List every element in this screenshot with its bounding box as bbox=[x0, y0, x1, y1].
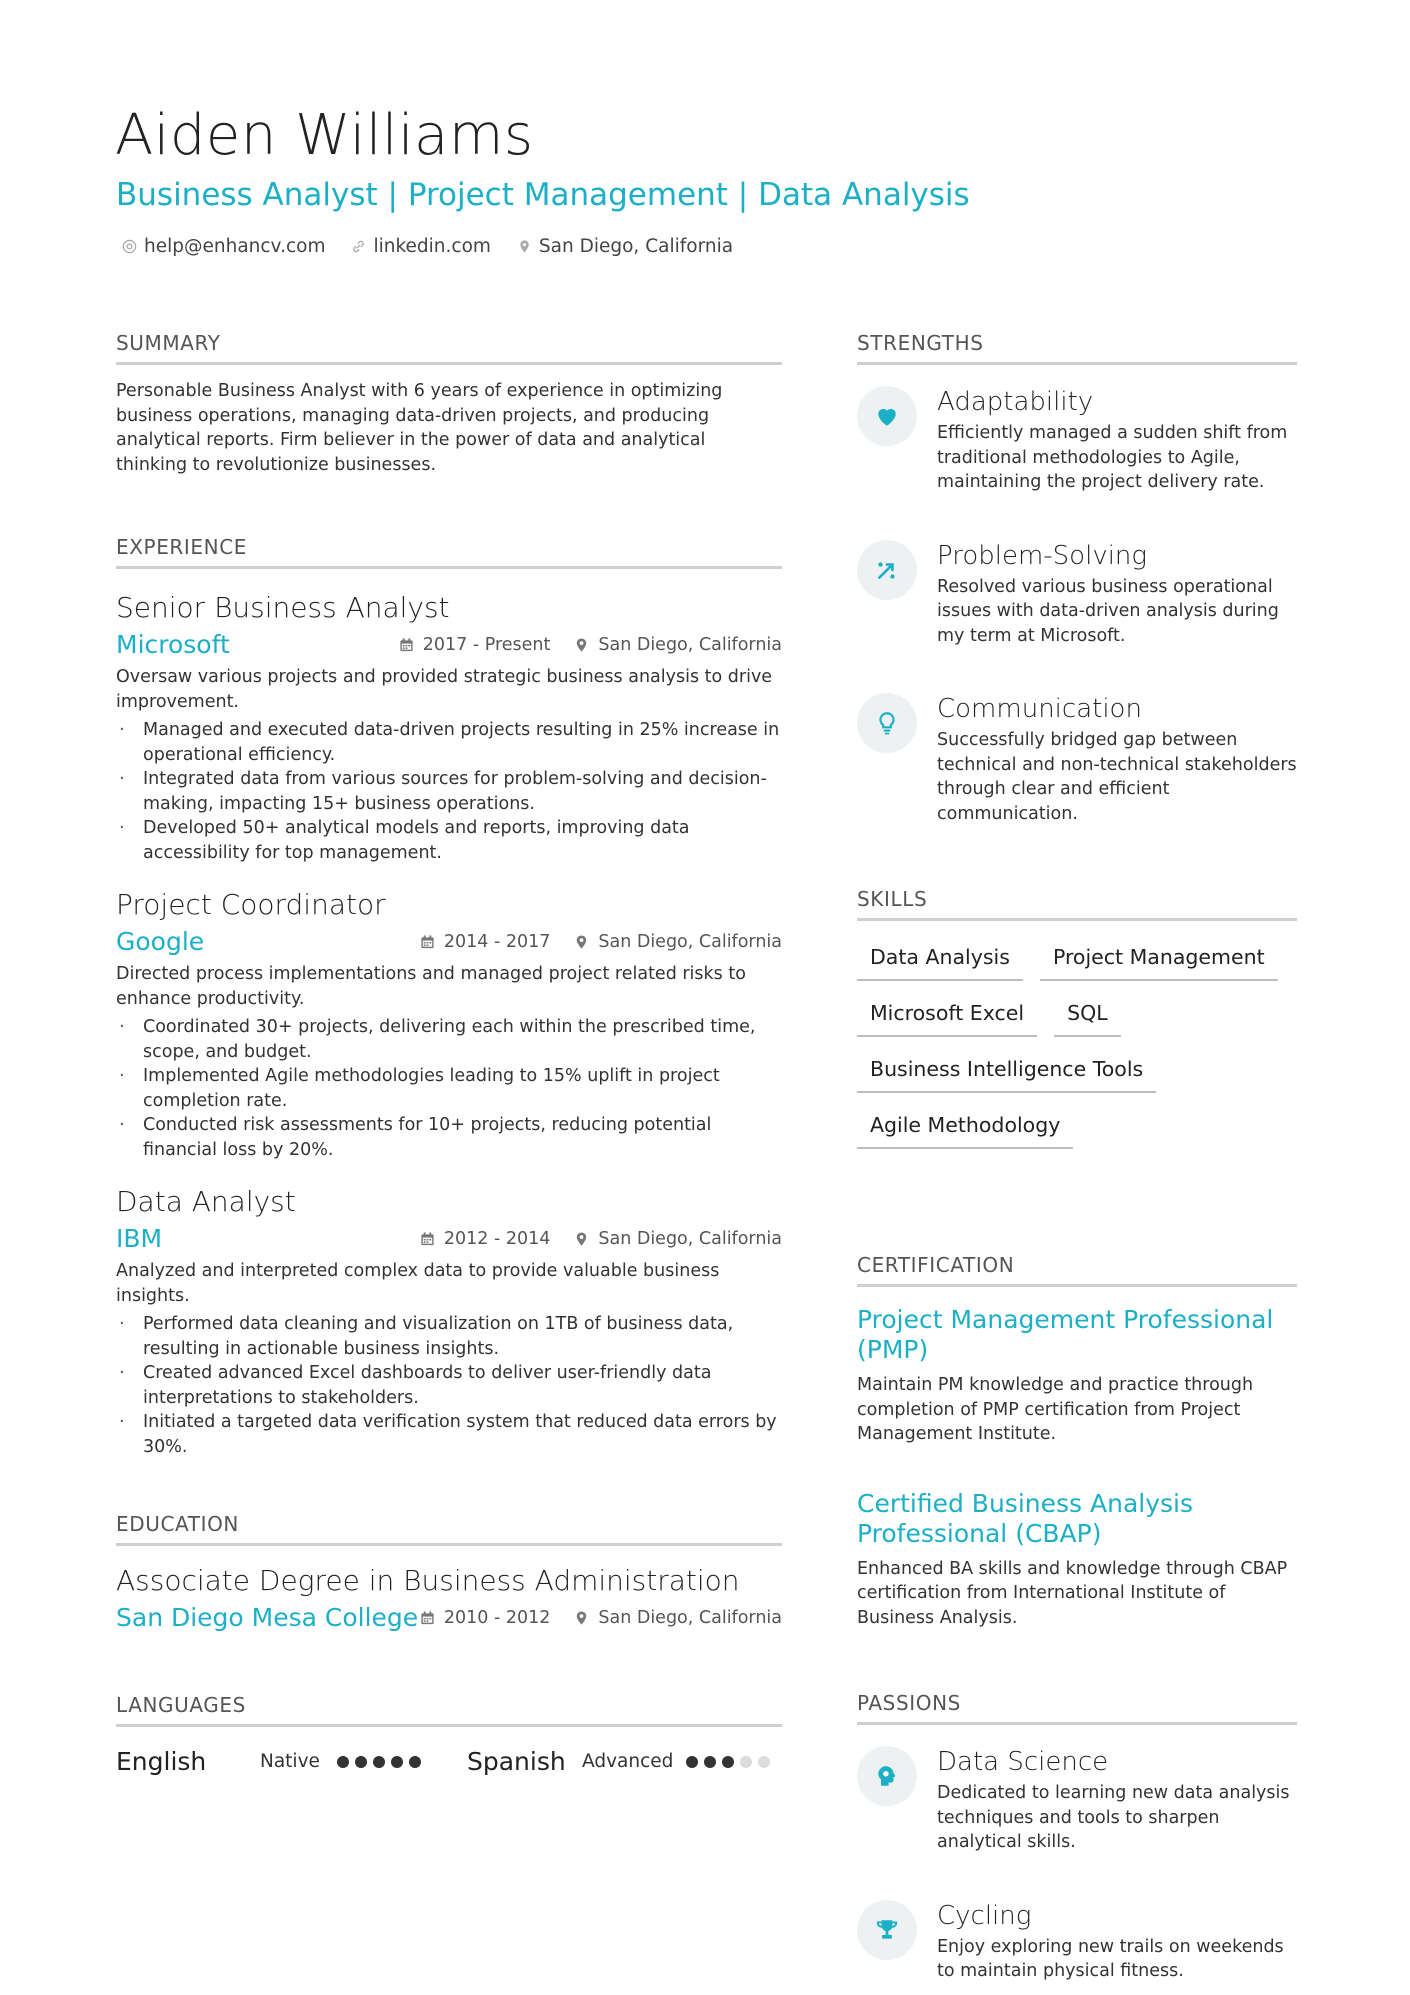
calendar-icon bbox=[420, 1231, 435, 1247]
bullet-item: · Managed and executed data-driven projects resulting in 25% increase in operational efficiency. bbox=[116, 718, 782, 767]
candidate-name: Aiden Williams bbox=[115, 103, 534, 168]
strengths-section bbox=[857, 330, 1297, 826]
at-icon bbox=[122, 239, 137, 254]
languages-row bbox=[116, 1747, 782, 1776]
contact-email-text: help@enhancv.com bbox=[144, 236, 326, 257]
contact-bar bbox=[122, 236, 733, 257]
certification-description: Maintain PM knowledge and practice through completion of PMP certification from Project Management Institute. bbox=[857, 1375, 1254, 1444]
certification-section bbox=[857, 1252, 1297, 1630]
link-icon bbox=[351, 239, 366, 254]
certification-title: Project Management Professional (PMP) bbox=[857, 1305, 1274, 1364]
trophy-icon bbox=[874, 1917, 900, 1943]
candidate-title: Business Analyst | Project Management | Data Analysis bbox=[116, 177, 970, 213]
strength-title: Adaptability bbox=[937, 387, 1094, 417]
skill-tag: Agile Methodology bbox=[857, 1111, 1073, 1149]
company-name: Google bbox=[116, 927, 205, 956]
location-pin-icon bbox=[574, 637, 589, 653]
job-dates: 2014 - 2017 bbox=[443, 932, 551, 952]
job-title: Senior Business Analyst bbox=[116, 591, 450, 624]
skill-tag: Project Management bbox=[1040, 943, 1278, 981]
passion-description: Dedicated to learning new data analysis techniques and tools to sharpen analytical skills. bbox=[937, 1783, 1290, 1852]
contact-email[interactable] bbox=[122, 236, 325, 257]
right-column bbox=[857, 330, 1297, 1984]
rating-dot-filled bbox=[686, 1756, 698, 1768]
strength-description: Efficiently managed a sudden shift from traditional methodologies to Agile, maintaining the project delivery rate. bbox=[937, 423, 1288, 492]
skill-tag: Data Analysis bbox=[857, 943, 1023, 981]
job-location: San Diego, California bbox=[598, 635, 782, 655]
language-level: Advanced bbox=[582, 1751, 674, 1772]
job-dates: 2012 - 2014 bbox=[443, 1229, 551, 1249]
contact-linkedin-text: linkedin.com bbox=[373, 236, 491, 257]
location-pin-icon bbox=[574, 1610, 589, 1626]
strength-description: Resolved various business operational issues with data-driven analysis during my term at Microsoft. bbox=[937, 576, 1279, 646]
strength-item bbox=[857, 386, 1297, 495]
strength-item bbox=[857, 540, 1297, 649]
strength-title: Communication bbox=[937, 694, 1142, 724]
languages-heading: LANGUAGES bbox=[116, 1692, 782, 1727]
experience-section bbox=[116, 534, 782, 1459]
rating-dot-filled bbox=[355, 1756, 367, 1768]
skill-tag: SQL bbox=[1054, 999, 1121, 1037]
degree-title: Associate Degree in Business Administration bbox=[116, 1564, 740, 1597]
puzzle-arrows-icon bbox=[874, 557, 900, 583]
school-name: San Diego Mesa College bbox=[116, 1603, 419, 1632]
head-brain-icon bbox=[874, 1763, 900, 1789]
calendar-icon bbox=[399, 637, 414, 653]
certification-title: Certified Business Analysis Professional (CBAP) bbox=[857, 1488, 1193, 1548]
language-name: Spanish bbox=[467, 1747, 566, 1776]
certification-item bbox=[857, 1305, 1297, 1447]
bullet-item: · Initiated a targeted data verification system that reduced data errors by 30%. bbox=[116, 1410, 782, 1459]
passion-title: Data Science bbox=[937, 1747, 1109, 1777]
job-description: Analyzed and interpreted complex data to provide valuable business insights. bbox=[116, 1261, 720, 1306]
job-bullets bbox=[116, 718, 782, 865]
calendar-icon bbox=[420, 1610, 435, 1626]
language-level: Native bbox=[260, 1751, 320, 1772]
education-heading: EDUCATION bbox=[116, 1511, 782, 1546]
skills-heading: SKILLS bbox=[857, 886, 1297, 921]
rating-dot-filled bbox=[409, 1756, 421, 1768]
job-title: Project Coordinator bbox=[116, 888, 386, 921]
strength-description: Successfully bridged gap between technical and non-technical stakeholders through clear and efficient communication. bbox=[937, 730, 1297, 824]
contact-location-text: San Diego, California bbox=[538, 236, 734, 257]
language-rating bbox=[686, 1756, 770, 1768]
education-dates: 2010 - 2012 bbox=[443, 1608, 551, 1628]
job-location: San Diego, California bbox=[598, 1229, 782, 1249]
left-column bbox=[116, 330, 782, 1776]
bullet-item: · Implemented Agile methodologies leading to 15% uplift in project completion rate. bbox=[116, 1064, 782, 1113]
summary-heading: SUMMARY bbox=[116, 330, 782, 365]
location-pin-icon bbox=[574, 934, 589, 950]
language-rating bbox=[337, 1756, 467, 1768]
education-entry bbox=[116, 1564, 782, 1634]
job-description: Oversaw various projects and provided strategic business analysis to drive improvement. bbox=[116, 667, 773, 712]
lightbulb-icon bbox=[874, 710, 900, 736]
skills-section bbox=[857, 886, 1297, 1149]
skills-list bbox=[857, 943, 1297, 1149]
contact-linkedin[interactable] bbox=[351, 236, 490, 257]
education-section bbox=[116, 1511, 782, 1634]
rating-dot-filled bbox=[722, 1756, 734, 1768]
company-name: IBM bbox=[116, 1224, 163, 1253]
contact-location bbox=[517, 236, 733, 257]
passion-title: Cycling bbox=[937, 1900, 1032, 1931]
experience-heading: EXPERIENCE bbox=[116, 534, 782, 569]
strength-item bbox=[857, 693, 1297, 826]
heart-icon bbox=[874, 403, 900, 429]
certification-description: Enhanced BA skills and knowledge through CBAP certification from International Institute of Business Analysis. bbox=[857, 1558, 1288, 1628]
languages-section bbox=[116, 1692, 782, 1776]
job-bullets bbox=[116, 1312, 782, 1459]
company-name: Microsoft bbox=[116, 630, 230, 659]
rating-dot-filled bbox=[337, 1756, 349, 1768]
job-bullets bbox=[116, 1015, 782, 1162]
rating-dot-filled bbox=[373, 1756, 385, 1768]
strength-title: Problem-Solving bbox=[937, 540, 1148, 571]
job-entry bbox=[116, 591, 782, 865]
bullet-item: · Coordinated 30+ projects, delivering each within the prescribed time, scope, and budget. bbox=[116, 1015, 782, 1064]
rating-dot-empty bbox=[758, 1756, 770, 1768]
location-pin-icon bbox=[574, 1231, 589, 1247]
skill-tag: Microsoft Excel bbox=[857, 999, 1037, 1037]
location-pin-icon bbox=[517, 239, 532, 254]
rating-dot-filled bbox=[704, 1756, 716, 1768]
passion-description: Enjoy exploring new trails on weekends to maintain physical fitness. bbox=[937, 1936, 1284, 1981]
calendar-icon bbox=[420, 934, 435, 950]
language-name: English bbox=[116, 1747, 207, 1776]
summary-section bbox=[116, 330, 782, 477]
strengths-heading: STRENGTHS bbox=[857, 330, 1297, 365]
passion-item bbox=[857, 1900, 1297, 1984]
summary-text: Personable Business Analyst with 6 years of experience in optimizing business operations, managing data-driven projects, and producing analytical reports. Firm believer in the power of data and analytical thinking to revolutionize businesses. bbox=[116, 381, 723, 475]
skill-tag: Business Intelligence Tools bbox=[857, 1055, 1156, 1093]
rating-dot-filled bbox=[391, 1756, 403, 1768]
job-entry bbox=[116, 1185, 782, 1459]
rating-dot-empty bbox=[740, 1756, 752, 1768]
passions-heading: PASSIONS bbox=[857, 1690, 1297, 1725]
bullet-item: · Developed 50+ analytical models and reports, improving data accessibility for top management. bbox=[116, 816, 782, 865]
certification-item bbox=[857, 1489, 1297, 1631]
job-description: Directed process implementations and managed project related risks to enhance productivity. bbox=[116, 964, 746, 1009]
job-title: Data Analyst bbox=[116, 1185, 296, 1218]
passions-section bbox=[857, 1690, 1297, 1984]
bullet-item: · Created advanced Excel dashboards to deliver user-friendly data interpretations to stakeholders. bbox=[116, 1361, 782, 1410]
job-dates: 2017 - Present bbox=[422, 635, 551, 655]
job-entry bbox=[116, 888, 782, 1162]
education-location: San Diego, California bbox=[598, 1608, 782, 1628]
bullet-item: · Performed data cleaning and visualization on 1TB of business data, resulting in actionable business insights. bbox=[116, 1312, 782, 1361]
bullet-item: · Integrated data from various sources for problem-solving and decision-making, impacting 15+ business operations. bbox=[116, 767, 782, 816]
passion-item bbox=[857, 1746, 1297, 1855]
certification-heading: CERTIFICATION bbox=[857, 1252, 1297, 1287]
job-location: San Diego, California bbox=[598, 932, 782, 952]
bullet-item: · Conducted risk assessments for 10+ projects, reducing potential financial loss by 20%. bbox=[116, 1113, 782, 1162]
